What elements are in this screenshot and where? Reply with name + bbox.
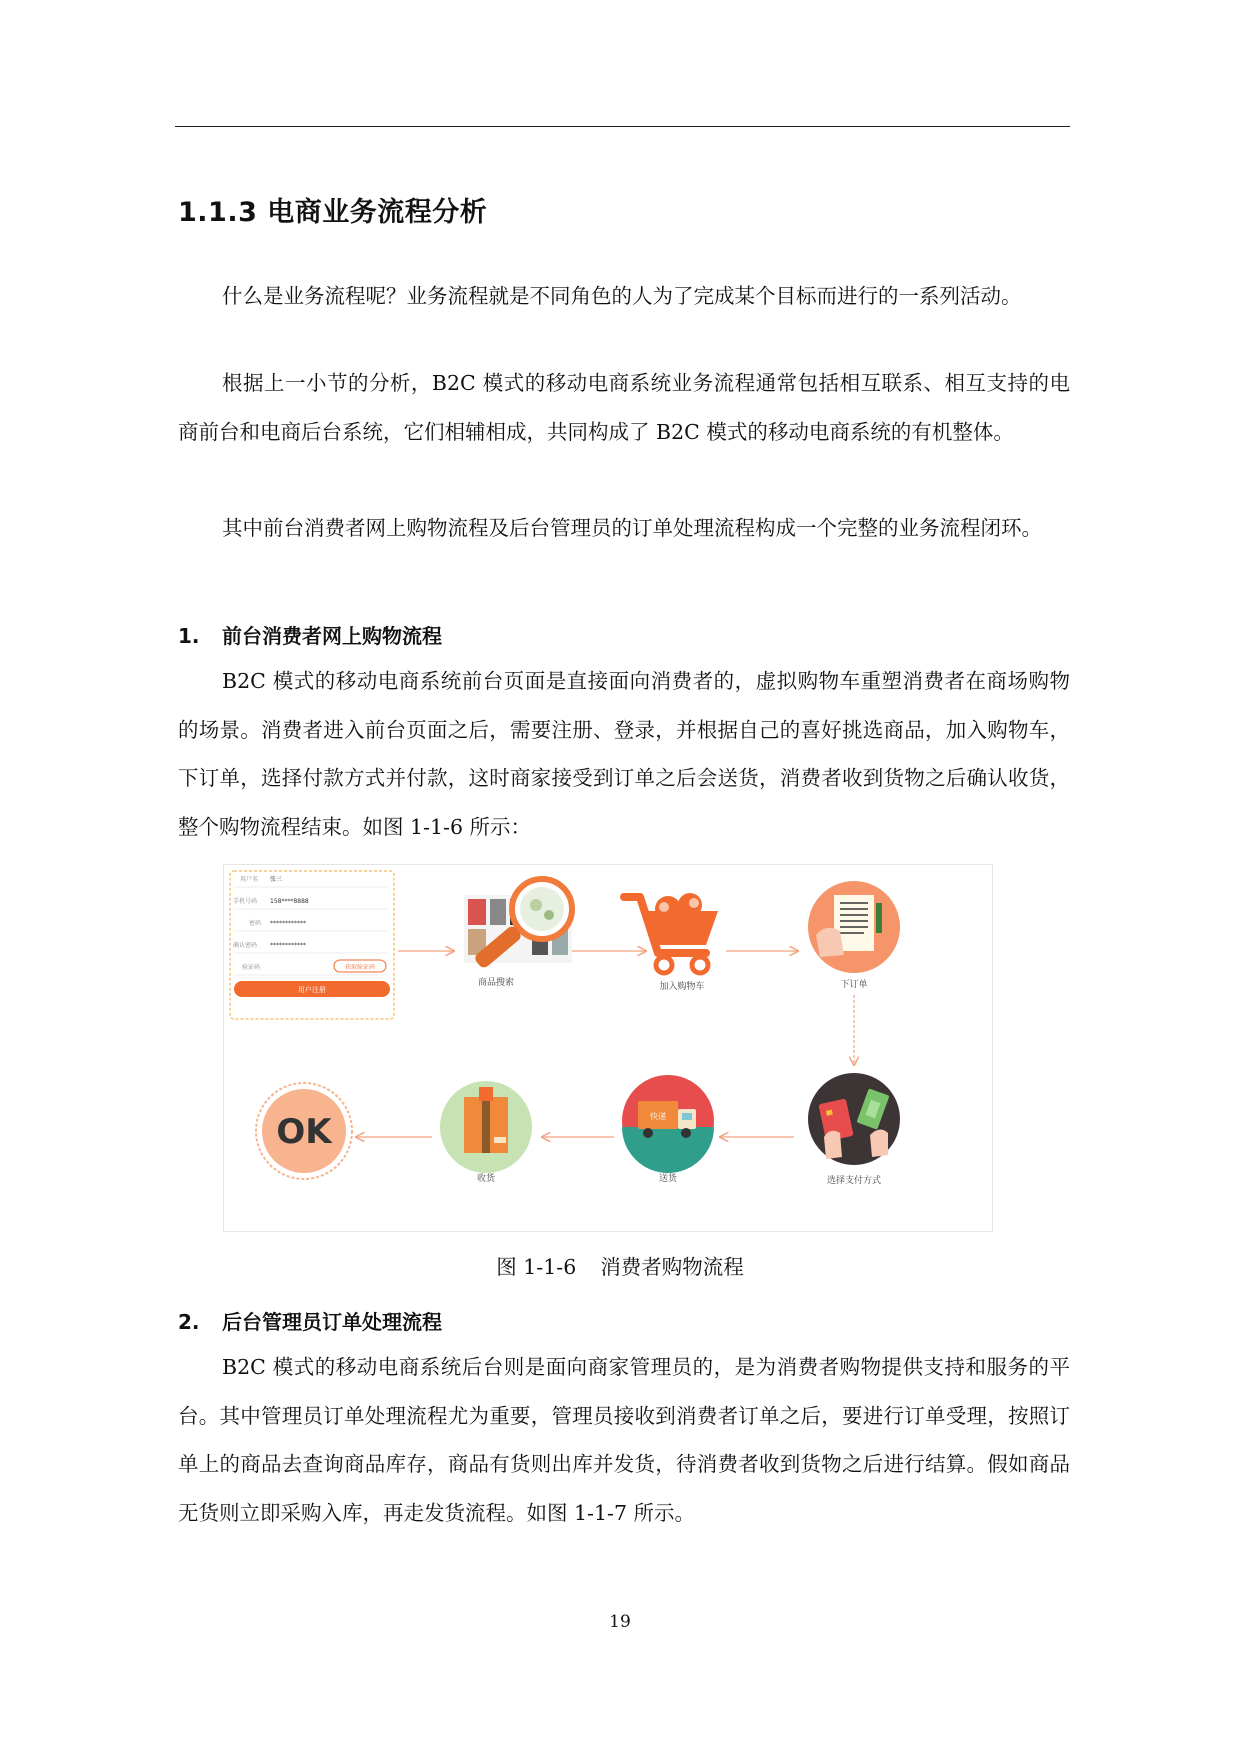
product-search-icon (464, 879, 572, 970)
delivery-truck-icon (622, 1075, 714, 1173)
step-cart-label: 加入购物车 (659, 982, 705, 992)
form-label-confirm: 确认密码 (233, 942, 258, 949)
subsection-1-number: 1. (178, 624, 200, 648)
order-icon (808, 881, 900, 973)
paragraph-4: B2C 模式的移动电商系统前台页面是直接面向消费者的，虚拟购物车重塑消费者在商场购物的场景。消费者进入前台页面之后，需要注册、登录，并根据自己的喜好挑选商品，加入购物车，下订单，选择付款方式并付款，这时商家接受到订单之后会送货，消费者收到货物之后确认收货，整个购物流程结束。如图 1-1-6 所示： (178, 669, 1070, 839)
caption-text: 消费者购物流程 (600, 1255, 744, 1279)
paragraph-2: 根据上一小节的分析，B2C 模式的移动电商系统业务流程通常包括相互联系、相互支持的电商前台和电商后台系统，它们相辅相成，共同构成了 B2C 模式的移动电商系统的有机整体。 (178, 371, 1070, 444)
header-rule (175, 126, 1070, 127)
form-value-confirm: ************ (270, 942, 306, 949)
subsection-2-number: 2. (178, 1310, 200, 1334)
receive-package-icon (440, 1081, 532, 1173)
subsection-2-title: 后台管理员订单处理流程 (222, 1310, 442, 1334)
form-value-username: 张三 (270, 876, 283, 883)
step-delivery-label: 送货 (658, 1174, 678, 1184)
register-form (230, 871, 394, 1019)
step-receive-label: 收货 (476, 1174, 496, 1184)
form-label-username: 用户名 (240, 876, 259, 883)
shopping-cart-icon (624, 893, 718, 973)
page-number: 19 (609, 1612, 631, 1632)
paragraph-1: 什么是业务流程呢？业务流程就是不同角色的人为了完成某个目标而进行的一系列活动。 (222, 284, 1022, 308)
payment-icon (808, 1073, 900, 1165)
subsection-1-title: 前台消费者网上购物流程 (222, 624, 442, 648)
caption-number: 图 1-1-6 (496, 1255, 577, 1279)
step-search-label: 商品搜索 (477, 978, 515, 988)
truck-text: 快递 (650, 1112, 666, 1121)
form-label-phone: 手机号码 (233, 898, 258, 905)
form-label-captcha: 验证码 (242, 964, 261, 971)
section-title: 1.1.3 电商业务流程分析 (178, 197, 488, 228)
form-value-phone: 158****8888 (270, 898, 309, 905)
shopping-flow-figure (223, 864, 993, 1232)
subsection-1-heading (178, 620, 442, 649)
paragraph-5: B2C 模式的移动电商系统后台则是面向商家管理员的，是为消费者购物提供支持和服务的平台。其中管理员订单处理流程尤为重要，管理员接收到消费者订单之后，要进行订单受理，按照订单上的商品去查询商品库存，商品有货则出库并发货，待消费者收到货物之后进行结算。假如商品无货则立即采购入库，再走发货流程。如图 1-1-7 所示。 (178, 1355, 1070, 1525)
ok-text: OK (276, 1112, 332, 1152)
paragraph-3: 其中前台消费者网上购物流程及后台管理员的订单处理流程构成一个完整的业务流程闭环。 (222, 516, 1042, 540)
form-value-password: ************ (270, 920, 306, 927)
step-payment-label: 选择支付方式 (826, 1176, 882, 1186)
subsection-2-heading (178, 1306, 442, 1335)
form-label-password: 密码 (249, 920, 262, 927)
sms-code-label: 获取验证码 (344, 964, 376, 971)
step-order-label: 下订单 (840, 980, 868, 990)
register-submit-label: 用户注册 (298, 986, 326, 994)
figure-caption (0, 1250, 1240, 1280)
